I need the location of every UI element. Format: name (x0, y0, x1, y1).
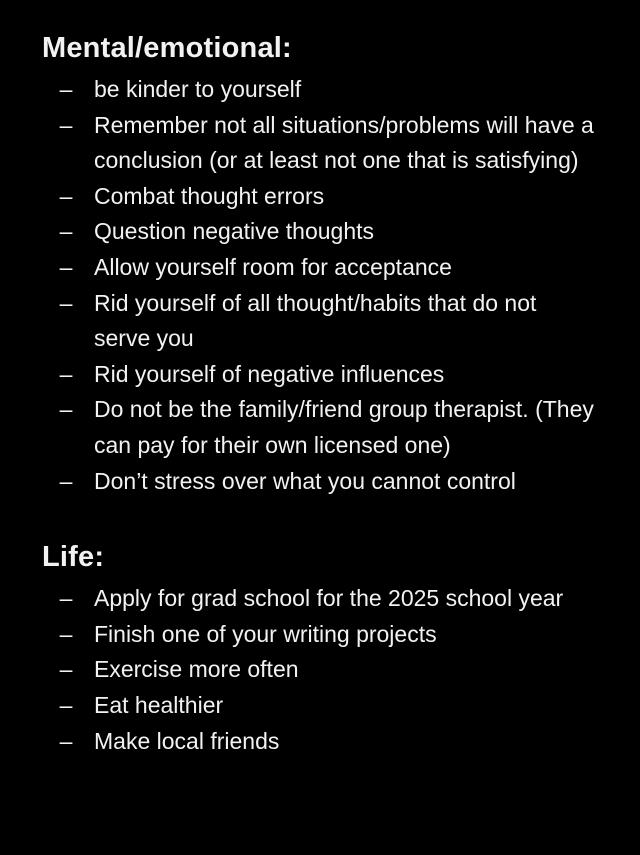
list-item (42, 286, 594, 357)
list-item (42, 617, 594, 653)
mental-emotional-list (42, 72, 616, 499)
list-item (42, 108, 594, 179)
life-list (42, 581, 616, 759)
list-item (42, 652, 594, 688)
dash-bullet: – (59, 76, 73, 102)
list-item (42, 357, 594, 393)
dash-bullet: – (59, 467, 73, 494)
section-title-life: Life: (42, 541, 105, 574)
dash-bullet: – (59, 396, 73, 423)
dash-bullet: – (59, 656, 73, 683)
list-item-text: Remember not all situations/problems will have a conclusion (or at least not one that is satisfying) (94, 111, 594, 174)
dash-bullet: – (59, 691, 73, 718)
list-item (42, 72, 594, 108)
dash-bullet: – (59, 289, 73, 316)
list-item-text: be kinder to yourself (94, 76, 302, 102)
dash-bullet: – (59, 727, 73, 754)
list-item (42, 392, 594, 463)
list-item-text: Do not be the family/friend group therapist. (They can pay for their own licensed one) (94, 396, 594, 458)
list-item-text: Apply for grad school for the 2025 school year (94, 585, 564, 612)
list-item (42, 214, 594, 250)
list-item-text: Allow yourself room for acceptance (94, 253, 452, 280)
list-item-text: Combat thought errors (94, 182, 325, 209)
list-item (42, 688, 594, 724)
dash-bullet: – (59, 360, 73, 387)
section-title-mental-emotional: Mental/emotional: (42, 32, 292, 64)
dash-bullet: – (59, 585, 73, 612)
list-item-text: Don’t stress over what you cannot control (94, 467, 516, 494)
dash-bullet: – (59, 111, 73, 138)
list-item (42, 179, 594, 215)
list-item-text: Eat healthier (94, 691, 224, 718)
dash-bullet: – (59, 182, 73, 209)
list-item-text: Make local friends (94, 727, 280, 754)
dash-bullet: – (59, 218, 73, 245)
list-item-text: Exercise more often (94, 656, 299, 683)
list-item-text: Rid yourself of negative influences (94, 360, 445, 387)
dash-bullet: – (59, 620, 73, 647)
list-item-text: Finish one of your writing projects (94, 620, 437, 647)
list-item (42, 724, 594, 760)
list-item (42, 250, 594, 286)
list-item (42, 464, 594, 500)
list-item (42, 581, 594, 617)
dash-bullet: – (59, 253, 73, 280)
list-item-text: Rid yourself of all thought/habits that do not serve you (94, 289, 537, 352)
list-item-text: Question negative thoughts (94, 218, 375, 245)
